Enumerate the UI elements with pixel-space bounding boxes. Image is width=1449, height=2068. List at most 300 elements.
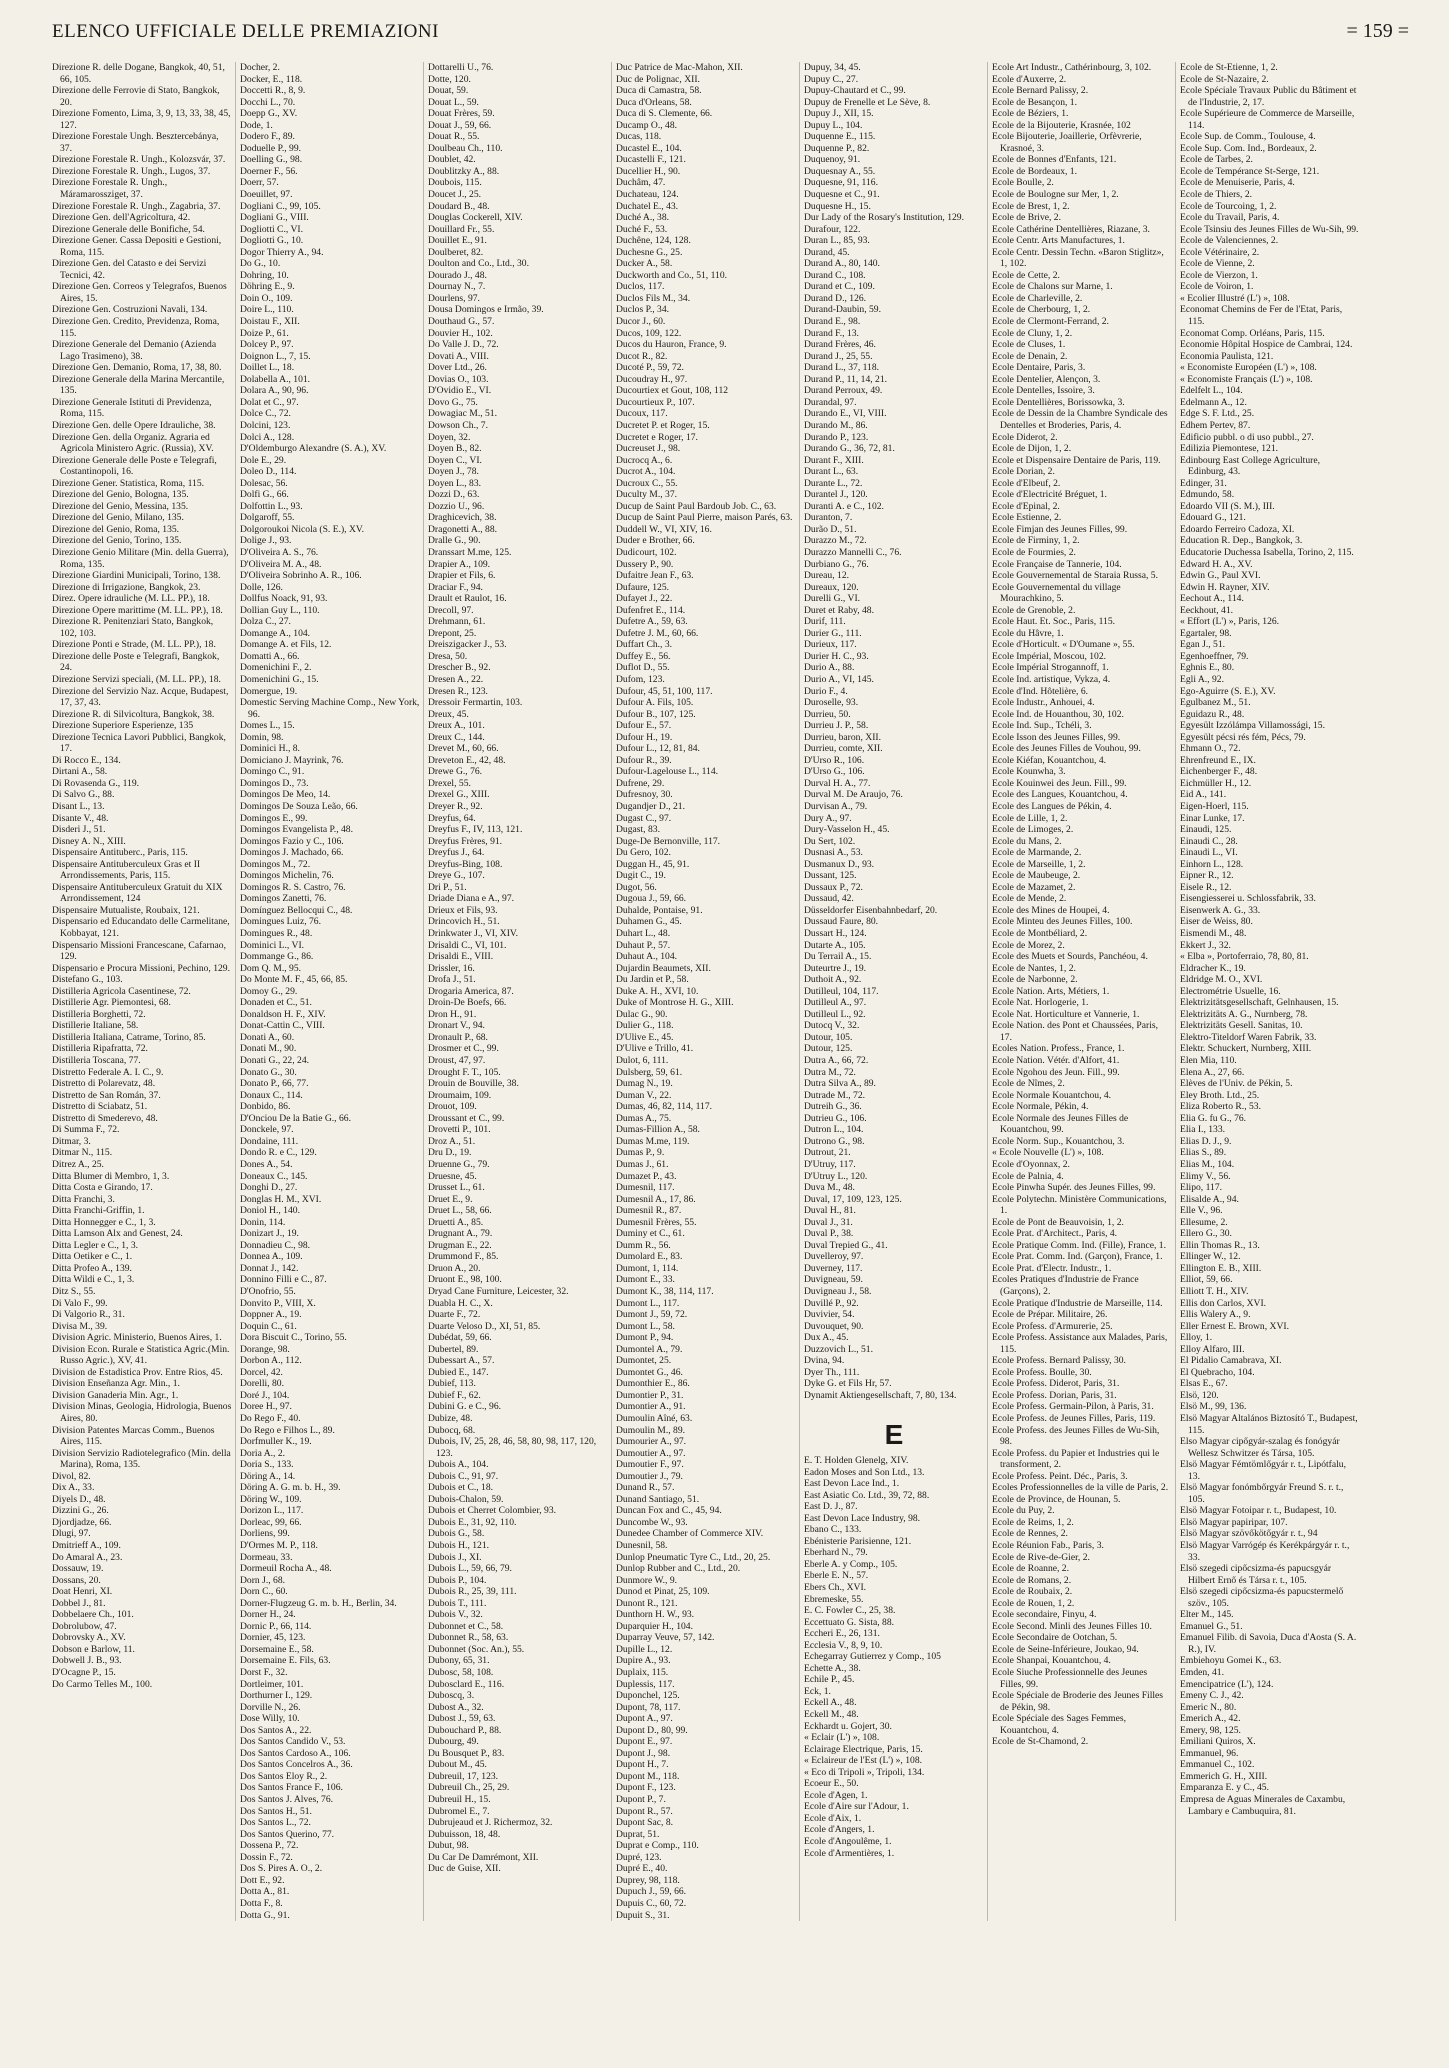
- index-entry: Dumas-Fillion A., 58.: [616, 1124, 700, 1136]
- index-entry: Division Enseñanza Agr. Min., 1.: [52, 1378, 180, 1390]
- index-entry: Ecclesia V., 8, 9, 10.: [804, 1639, 883, 1651]
- index-entry: Dones A., 54.: [240, 1158, 293, 1170]
- index-entry: Ecole de Reims, 1, 2.: [992, 1516, 1074, 1528]
- index-entry: Dumontier A., 91.: [616, 1401, 686, 1413]
- index-entry: Ecole de Tempérance St-Serge, 121.: [1180, 165, 1320, 177]
- index-entry: Ecole Polytechn. Ministère Communications, 1.: [992, 1193, 1167, 1217]
- index-entry: Duret et Raby, 48.: [804, 604, 874, 616]
- index-entry: Empresa de Aguas Minerales de Caxambu, Lambary e Cambuquira, 81.: [1180, 1794, 1346, 1817]
- index-entry: Ecole de Fourmies, 2.: [992, 546, 1076, 558]
- index-entry: Ecole Sup. de Comm., Toulouse, 4.: [1180, 131, 1316, 143]
- index-entry: Dolle, 126.: [240, 581, 283, 593]
- index-entry: Drecoll, 97.: [428, 604, 474, 616]
- index-entry: Ecole Réunion Fab., Paris, 3.: [992, 1540, 1104, 1551]
- index-entry: Doelling G., 98.: [240, 154, 303, 166]
- index-entry: Ecole Minteu des Jeunes Filles, 100.: [992, 916, 1133, 928]
- index-entry: Emparanza E. y C., 45.: [1180, 1782, 1269, 1794]
- index-entry: Ducup de Saint Paul Bardoub Job. C., 63.: [616, 500, 777, 512]
- index-entry: Dolgaroff, 55.: [240, 512, 295, 524]
- index-entry: Ecole de Nîmes, 2.: [992, 1078, 1065, 1090]
- index-entry: Dubromel E., 7.: [428, 1805, 490, 1817]
- index-entry: Ecole Haut. Et. Soc., Paris, 115.: [992, 616, 1116, 628]
- index-entry: Dubois L., 59, 66, 79.: [428, 1563, 512, 1575]
- index-entry: Dupuy C., 27.: [804, 73, 859, 85]
- index-entry: Dubrujeaud et J. Richermoz, 32.: [428, 1817, 553, 1829]
- index-entry: Ecole de Rive-de-Gier, 2.: [992, 1551, 1090, 1563]
- index-entry: Dubonnet et C., 58.: [428, 1620, 504, 1632]
- index-entry: Ditta Lamson Alx and Genest, 24.: [52, 1228, 183, 1240]
- index-entry: Ecole de Maubeuge, 2.: [992, 870, 1081, 882]
- index-entry: Distretto Federale A. I. C., 9.: [52, 1066, 164, 1078]
- index-entry: Dispensario ed Educandato delle Carmelitane, Kobbayat, 121.: [52, 916, 230, 940]
- index-entry: Domingos J. Machado, 66.: [240, 847, 344, 859]
- index-entry: Dubois H., 121.: [428, 1540, 490, 1551]
- index-entry: Dufresnoy, 30.: [616, 789, 673, 801]
- index-entry: Ecole de St-Nazaire, 2.: [1180, 73, 1269, 85]
- index-entry: Driade Diana e A., 97.: [428, 893, 515, 905]
- index-entry: Ecole Isson des Jeunes Filles, 99.: [992, 731, 1121, 743]
- index-entry: Durão D., 51.: [804, 523, 857, 535]
- index-entry: Donati G., 22, 24.: [240, 1055, 310, 1067]
- index-entry: Doistau F., XII.: [240, 316, 300, 328]
- page-number: = 159 =: [1346, 20, 1409, 42]
- index-entry: Echile P., 45.: [804, 1674, 855, 1686]
- index-entry: Dumoutier A., 97.: [616, 1447, 686, 1459]
- index-entry: Do G., 10.: [240, 258, 281, 270]
- index-entry: Durier H. C., 93.: [804, 650, 869, 662]
- index-entry: Dugast C., 97.: [616, 812, 672, 824]
- index-entry: Ducastel E., 104.: [616, 142, 682, 154]
- index-entry: Dondo R. e C., 129.: [240, 1147, 317, 1159]
- index-entry: Drogaria America, 87.: [428, 985, 514, 997]
- index-entry: Ecole Ngohou des Jeun. Fill., 99.: [992, 1066, 1120, 1078]
- index-entry: Direzione delle Ferrovie di Stato, Bangkok, 20.: [52, 85, 220, 108]
- index-entry: Ecole Ind. artistique, Vykza, 4.: [992, 673, 1111, 685]
- index-entry: Dose Willy, 10.: [240, 1713, 300, 1725]
- index-entry: Division de Estadistica Prov. Entre Rios, 45.: [52, 1366, 223, 1378]
- index-entry: Ditta Franchi, 3.: [52, 1193, 115, 1205]
- index-entry: Domes L., 15.: [240, 720, 295, 732]
- index-entry: Doerner F., 56.: [240, 165, 298, 177]
- index-entry: Dossauw, 19.: [52, 1563, 104, 1575]
- index-entry: Ecole de Seine-Inférieure, Joukao, 94.: [992, 1643, 1139, 1655]
- index-entry: Duckworth and Co., 51, 110.: [616, 269, 728, 281]
- index-entry: Dyke G. et Fils Hr, 57.: [804, 1378, 892, 1390]
- index-entry: Dossena P., 72.: [240, 1840, 299, 1852]
- index-entry: Eldridge M. O., XVI.: [1180, 974, 1263, 986]
- index-entry: Dos Santos Candido V., 53.: [240, 1736, 346, 1748]
- index-entry: Di Valgorio R., 31.: [52, 1309, 125, 1321]
- index-entry: Donati M., 90.: [240, 1043, 297, 1055]
- index-entry: Ecole Profess. Dorian, Paris, 31.: [992, 1389, 1117, 1401]
- index-entry: Ecole Estienne, 2.: [992, 512, 1062, 524]
- index-entry: Dotta F., 8.: [240, 1897, 283, 1909]
- index-entry: East Asiatic Co. Ltd., 39, 72, 88.: [804, 1489, 930, 1501]
- index-entry: Disderi J., 51.: [52, 824, 106, 836]
- index-entry: Dronault P., 68.: [428, 1031, 488, 1043]
- index-entry: Drummond F., 85.: [428, 1251, 499, 1263]
- index-entry: Dohring, 10.: [240, 269, 289, 281]
- index-entry: Ecole Prat. d'Electr. Industr., 1.: [992, 1262, 1112, 1274]
- index-entry: Edoardo Ferreiro Cadoza, XI.: [1180, 523, 1295, 535]
- index-entry: Dispensaire Antituberculeux Gratuit du XIX Arrondissement, 124: [52, 881, 223, 905]
- index-entry: Doquin C., 61.: [240, 1320, 297, 1332]
- index-entry: Dri P., 51.: [428, 881, 467, 893]
- index-entry: Durand Perroux, 49.: [804, 385, 883, 397]
- index-entry: Durant F., XIII.: [804, 454, 864, 466]
- index-entry: Egenhoeffner, 79.: [1180, 650, 1249, 662]
- index-entry: Ecole Nat. Horticulture et Vannerie, 1.: [992, 1008, 1140, 1020]
- index-entry: Ecole du Mans, 2.: [992, 835, 1062, 847]
- index-entry: Eberle A. y Comp., 105.: [804, 1558, 898, 1570]
- index-entry: Dumourier A., 97.: [616, 1436, 687, 1448]
- index-entry: Domange A. et Fils, 12.: [240, 639, 332, 651]
- index-entry: D'Utruy L., 120.: [804, 1170, 868, 1182]
- index-entry: Ecole de Cette, 2.: [992, 269, 1060, 281]
- index-entry: Ecole Ind. Sup., Tchéli, 3.: [992, 720, 1092, 732]
- index-entry: Dupont M., 118.: [616, 1770, 680, 1782]
- index-entry: Duprat e Comp., 110.: [616, 1840, 699, 1852]
- index-entry: Duquenoy, 91.: [804, 154, 861, 166]
- index-entry: Ecole Bijouterie, Joaillerie, Orfèvrerie, Krasnoé, 3.: [992, 131, 1142, 154]
- index-entry: Drought F. T., 105.: [428, 1066, 501, 1078]
- index-entry: Domingues Luiz, 76.: [240, 916, 322, 928]
- index-entry: Ducup de Saint Paul Pierre, maison Parés, 63.: [616, 512, 793, 524]
- index-entry: Donati A., 60.: [240, 1031, 295, 1043]
- index-entry: Elsö M., 99, 136.: [1180, 1401, 1247, 1413]
- index-entry: Duder e Brother, 66.: [616, 535, 695, 547]
- index-entry: Dorsemaine E. Fils, 63.: [240, 1655, 331, 1667]
- index-entry: Ecole de Morez, 2.: [992, 939, 1065, 951]
- index-entry: Ecole de Grenoble, 2.: [992, 604, 1076, 616]
- index-entry: Ecole de Brest, 1, 2.: [992, 200, 1070, 212]
- index-entry: Ecole Normale des Jeunes Filles de Kouantchou, 99.: [992, 1112, 1129, 1136]
- index-entry: Drescher B., 92.: [428, 662, 491, 674]
- index-entry: Duchateau, 124.: [616, 189, 679, 201]
- index-entry: Direzione del Genio, Milano, 135.: [52, 512, 184, 524]
- index-entry: Eisenwerk A. G., 33.: [1180, 904, 1261, 916]
- index-entry: Edge S. F. Ltd., 25.: [1180, 408, 1255, 420]
- index-entry: Direzione R. delle Dogane, Bangkok, 40, 51, 66, 105.: [52, 62, 225, 85]
- index-entry: Ecole Supérieure de Commerce de Marseille, 114.: [1180, 108, 1355, 131]
- index-entry: Duquenne E., 115.: [804, 131, 876, 143]
- index-entry: Dubize, 48.: [428, 1412, 473, 1424]
- index-entry: Durant L., 63.: [804, 466, 859, 478]
- index-entry: Donin, 114.: [240, 1216, 286, 1228]
- index-entry: Ecole de Brive, 2.: [992, 212, 1061, 224]
- index-entry: Donglas H. M., XVI.: [240, 1193, 322, 1205]
- index-entry: Durio F., 4.: [804, 685, 848, 697]
- index-entry: Dubois C., 91, 97.: [428, 1470, 499, 1482]
- index-entry: Dovati A., VIII.: [428, 350, 489, 362]
- index-entry: Ecole de Mazamet, 2.: [992, 881, 1076, 893]
- index-entry: Elektrizitäts Gesell. Sanitas, 10.: [1180, 1020, 1303, 1032]
- index-entry: Elektr. Schuckert, Nurnberg, XIII.: [1180, 1043, 1312, 1055]
- index-entry: Dumoutier F., 97.: [616, 1459, 684, 1471]
- index-entry: Di Valo F., 99.: [52, 1297, 108, 1309]
- index-entry: Doulbeau Ch., 110.: [428, 142, 503, 154]
- index-entry: Dupuy J., XII, 15.: [804, 108, 874, 120]
- index-entry: Du Terrail A., 15.: [804, 951, 872, 963]
- index-entry: Dondaine, 111.: [240, 1135, 299, 1147]
- index-entry: Direzione Gen. Credito, Previdenza, Roma, 115.: [52, 316, 220, 339]
- index-entry: Dubout M., 45.: [428, 1759, 487, 1771]
- index-entry: Doyen J., 78.: [428, 466, 479, 478]
- index-entry: Elso Magyar cipőgyár-szalag és fonógyár Wellesz Schwitzer és Társa, 105.: [1180, 1436, 1340, 1459]
- index-entry: Dutrade M., 72.: [804, 1089, 866, 1101]
- index-entry: Duval, 17, 109, 123, 125.: [804, 1193, 902, 1205]
- index-entry: Dowagiac M., 51.: [428, 408, 498, 420]
- index-entry: Ecole de Charleville, 2.: [992, 292, 1083, 304]
- index-entry: Dos Santos France F., 106.: [240, 1782, 343, 1794]
- index-entry: Direzione del Servizio Naz. Acque, Budapest, 17, 37, 43.: [52, 685, 229, 709]
- index-entry: Dureaux, 120.: [804, 581, 859, 593]
- index-entry: Dufaure, 125.: [616, 581, 670, 593]
- index-entry: Dubois P., 104.: [428, 1574, 487, 1586]
- section-letter: E: [884, 1419, 904, 1451]
- index-entry: D'Ulive E., 45.: [616, 1031, 674, 1043]
- index-entry: Duclos P., 34.: [616, 304, 670, 316]
- index-entry: Elsö Magyar Fémtömlőgyár r. t., Lipótfalu, 13.: [1180, 1459, 1346, 1482]
- index-columns: [52, 62, 1409, 1921]
- index-entry: Duchâm, 47.: [616, 177, 666, 189]
- index-entry: Direzione Gen. Correos y Telegrafos, Buenos Aires, 15.: [52, 281, 227, 304]
- index-entry: Dispensario Missioni Francescane, Cafarnao, 129.: [52, 939, 226, 963]
- index-entry: Dolabella A., 101.: [240, 373, 311, 385]
- index-entry: Dumont E., 33.: [616, 1274, 675, 1286]
- index-entry: Ecole Dorian, 2.: [992, 466, 1055, 478]
- index-entry: Dunand R., 57.: [616, 1482, 675, 1494]
- index-entry: Durelli G., VI.: [804, 593, 861, 605]
- index-entry: Dulac G., 90.: [616, 1008, 668, 1020]
- index-entry: Donaldson H. F., XIV.: [240, 1008, 326, 1020]
- index-entry: Dutra A., 66, 72.: [804, 1055, 869, 1067]
- index-entry: Duca di S. Clemente, 66.: [616, 108, 713, 120]
- index-entry: Ecole Industr., Anhouei, 4.: [992, 697, 1095, 709]
- index-entry: Disante V., 48.: [52, 812, 109, 824]
- index-entry: Dru D., 19.: [428, 1147, 472, 1159]
- index-entry: Durrieu, comte, XII.: [804, 743, 883, 755]
- index-entry: Docker, E., 118.: [240, 73, 303, 85]
- index-entry: « Eco di Tripoli », Tripoli, 134.: [804, 1766, 925, 1778]
- index-entry: Dutra Silva A., 89.: [804, 1078, 876, 1090]
- index-entry: Durval H. A., 77.: [804, 777, 871, 789]
- index-entry: Duhaut A., 104.: [616, 951, 678, 963]
- index-entry: Di Rocco E., 134.: [52, 754, 121, 766]
- index-entry: Direzione Gen. Demanio, Roma, 17, 38, 80.: [52, 362, 222, 374]
- index-entry: Do Rego e Filhos L., 89.: [240, 1424, 335, 1436]
- index-entry: Emanuel Filib. di Savoia, Duca d'Aosta (S. A. R.), IV.: [1180, 1632, 1357, 1655]
- index-entry: Duquenne P., 82.: [804, 142, 870, 154]
- index-entry: Du Gero, 102.: [616, 847, 671, 859]
- index-entry: Direzione Generale delle Bonifiche, 54.: [52, 223, 205, 235]
- index-entry: Domingos M., 72.: [240, 858, 311, 870]
- index-entry: Dressoir Fermartin, 103.: [428, 697, 523, 709]
- index-entry: Durier G., 111.: [804, 627, 862, 639]
- index-entry: Ecole de Roubaix, 2.: [992, 1586, 1073, 1598]
- index-entry: Ecole de Province, de Hounan, 5.: [992, 1493, 1121, 1505]
- index-entry: Dutra M., 72.: [804, 1066, 856, 1078]
- index-entry: Duffey E., 56.: [616, 650, 671, 662]
- index-entry: Dufetre J. M., 60, 66.: [616, 627, 699, 639]
- index-entry: Domoy G., 29.: [240, 985, 298, 997]
- index-entry: « Elba », Portoferraio, 78, 80, 81.: [1180, 951, 1309, 963]
- index-entry: Duge-De Bernonville, 117.: [616, 835, 721, 847]
- index-entry: Donaux C., 114.: [240, 1089, 303, 1101]
- index-entry: Donghi D., 27.: [240, 1182, 298, 1194]
- index-entry: Dormeuil Rocha A., 48.: [240, 1563, 332, 1575]
- index-entry: Dumas P., 9.: [616, 1147, 665, 1159]
- index-entry: Ducos, 109, 122.: [616, 327, 682, 339]
- index-entry: Ecole du Puy, 2.: [992, 1505, 1055, 1517]
- index-entry: Doubois, 115.: [428, 177, 482, 189]
- index-entry: Dousa Domingos e Irmão, 39.: [428, 304, 544, 316]
- index-entry: Direzione Ponti e Strade, (M. LL. PP.), 18.: [52, 639, 216, 651]
- index-entry: Draciar F., 94.: [428, 581, 483, 593]
- index-entry: Ecole de Dessin de la Chambre Syndicale des Dentelles et Broderies, Paris, 4.: [992, 408, 1168, 431]
- index-entry: Dode, 1.: [240, 119, 273, 131]
- index-entry: Dreyer R., 92.: [428, 801, 483, 812]
- index-entry: Doppner A., 19.: [240, 1309, 302, 1321]
- index-entry: Duval Trepied G., 41.: [804, 1239, 888, 1251]
- index-entry: Dutreih G., 36.: [804, 1101, 862, 1113]
- index-entry: Distretto di Sciabatz, 51.: [52, 1101, 148, 1113]
- index-entry: Ecole de Clermont-Ferrand, 2.: [992, 316, 1109, 328]
- index-entry: Dunmore W., 9.: [616, 1574, 678, 1586]
- index-entry: Ecole Pratique d'Industrie de Marseille, 114.: [992, 1297, 1163, 1309]
- index-entry: Ducrocq A., 6.: [616, 454, 673, 466]
- index-entry: Duflot D., 55.: [616, 662, 670, 674]
- index-entry: Dos Santos H., 51.: [240, 1805, 312, 1817]
- index-entry: Douillard Fr., 55.: [428, 223, 495, 235]
- index-entry: Ecole de Marseille, 1, 2.: [992, 858, 1086, 870]
- index-entry: Elen Mia, 110.: [1180, 1055, 1237, 1067]
- index-entry: Ducas, 118.: [616, 131, 662, 143]
- index-entry: Dubois J., XI.: [428, 1551, 482, 1563]
- index-entry: Dubédat, 59, 66.: [428, 1332, 492, 1344]
- index-entry: Dupuis C., 60, 72.: [616, 1897, 687, 1909]
- index-entry: Direzione Forestale R. Ungh., Lugos, 37.: [52, 165, 211, 177]
- index-entry: Ecole de Tourcoing, 1, 2.: [1180, 200, 1277, 212]
- index-entry: D'Ovidio E., VI.: [428, 385, 492, 397]
- index-column: [1180, 62, 1363, 1921]
- index-entry: Dobbel J., 81.: [52, 1597, 106, 1609]
- index-entry: Dumont J., 59, 72.: [616, 1309, 688, 1321]
- index-entry: Duteurtre J., 19.: [804, 962, 867, 974]
- index-entry: Dumont L., 58.: [616, 1320, 675, 1332]
- index-entry: Einar Lunke, 17.: [1180, 812, 1245, 824]
- index-entry: Durieux, 117.: [804, 639, 857, 651]
- index-entry: Dulot, 6, 111.: [616, 1055, 669, 1067]
- index-entry: Douthaud G., 57.: [428, 316, 495, 328]
- index-entry: Dott E., 92.: [240, 1874, 285, 1886]
- index-entry: Duponchel, 125.: [616, 1690, 680, 1702]
- index-entry: Ecole de Cherbourg, 1, 2.: [992, 304, 1091, 316]
- index-entry: Dorbon A., 112.: [240, 1355, 302, 1367]
- index-entry: Direzione Gener. Statistica, Roma, 115.: [52, 477, 205, 489]
- index-entry: Dotta G., 91.: [240, 1909, 290, 1921]
- index-entry: Dornic P., 66, 114.: [240, 1620, 312, 1632]
- index-entry: Ecole de Cluny, 1, 2.: [992, 327, 1073, 339]
- index-entry: Dolgoroukoi Nicola (S. E.), XV.: [240, 523, 364, 535]
- index-entry: Elia I., 133.: [1180, 1124, 1226, 1136]
- index-entry: Dottarelli U., 76.: [428, 62, 494, 73]
- index-entry: Ducroux C., 55.: [616, 477, 678, 489]
- index-entry: Droust, 47, 97.: [428, 1055, 486, 1067]
- index-entry: Dufour B., 107, 125.: [616, 708, 696, 720]
- index-entry: Dos S. Pires A. O., 2.: [240, 1863, 323, 1875]
- index-entry: Dispensario e Procura Missioni, Pechino, 129.: [52, 962, 230, 974]
- index-entry: Dubois, IV, 25, 28, 46, 58, 80, 98, 117, 120, 123.: [428, 1436, 597, 1459]
- index-entry: Edmundo, 58.: [1180, 489, 1235, 501]
- index-entry: Ecole Spéciale Travaux Public du Bâtiment et de l'Industrie, 2, 17.: [1180, 85, 1357, 108]
- index-entry: Ecole de Bonnes d'Enfants, 121.: [992, 154, 1117, 166]
- index-entry: Dubost J., 59, 63.: [428, 1713, 496, 1725]
- index-entry: Emmanuel, 96.: [1180, 1747, 1239, 1759]
- index-entry: Duval H., 81.: [804, 1205, 856, 1217]
- index-entry: Edinbourg East College Agriculture, Edinburg, 43.: [1180, 454, 1320, 478]
- index-entry: Emery, 98, 125.: [1180, 1724, 1241, 1736]
- index-entry: Edouard G., 121.: [1180, 512, 1246, 524]
- index-entry: Dogliotti C., VI.: [240, 223, 303, 235]
- index-entry: Dorange, 98.: [240, 1343, 290, 1355]
- index-entry: Doyen B., 82.: [428, 443, 482, 455]
- index-entry: Doniol H., 140.: [240, 1205, 300, 1217]
- index-entry: Donvito P., VIII, X.: [240, 1297, 316, 1309]
- index-entry: Dupré E., 40.: [616, 1863, 668, 1875]
- index-entry: Ducreuset J., 98.: [616, 443, 681, 455]
- index-entry: Di Salvo G., 88.: [52, 789, 115, 801]
- index-entry: Duvillé P., 92.: [804, 1297, 859, 1309]
- index-entry: Doin O., 109.: [240, 292, 293, 304]
- index-entry: Ecole de Menuiserie, Paris, 4.: [1180, 177, 1295, 189]
- index-entry: Dvina, 94.: [804, 1355, 845, 1367]
- index-entry: Ecole de Firminy, 1, 2.: [992, 535, 1080, 547]
- index-entry: D'Ocagne P., 15.: [52, 1667, 116, 1679]
- index-entry: Durante L., 72.: [804, 477, 863, 489]
- index-entry: Dunesnil, 58.: [616, 1540, 668, 1551]
- index-entry: Eiser de Weiss, 80.: [1180, 916, 1253, 928]
- index-entry: Ecole des Langues de Pékin, 4.: [992, 801, 1112, 812]
- index-entry: Dubouchard P., 88.: [428, 1724, 502, 1736]
- index-entry: Domin, 98.: [240, 731, 284, 743]
- index-entry: Edhem Pertev, 87.: [1180, 419, 1251, 431]
- index-entry: Eliza Roberto R., 53.: [1180, 1101, 1261, 1113]
- index-entry: Ecole Profess. de Jeunes Filles, Paris, 119.: [992, 1412, 1156, 1424]
- index-entry: Ellero G., 30.: [1180, 1228, 1232, 1240]
- index-entry: Dolce C., 72.: [240, 408, 291, 420]
- index-entry: Ecole Française de Tannerie, 104.: [992, 558, 1122, 570]
- index-entry: Dujardin Beaumets, XII.: [616, 962, 711, 974]
- index-entry: Ellis don Carlos, XVI.: [1180, 1297, 1267, 1309]
- index-entry: Donato G., 30.: [240, 1066, 297, 1078]
- index-entry: Ecole Profess. Boulle, 30.: [992, 1366, 1092, 1378]
- index-entry: Durrieu J. P., 58.: [804, 720, 869, 732]
- index-entry: D'Ulive e Trillo, 41.: [616, 1043, 694, 1055]
- index-entry: Economat Chemins de Fer de l'Etat, Paris, 115.: [1180, 304, 1343, 328]
- index-entry: Dommange G., 86.: [240, 951, 314, 963]
- index-entry: Ditta Profeo A., 139.: [52, 1262, 132, 1274]
- index-entry: Edwin H. Rayner, XIV.: [1180, 581, 1270, 593]
- index-entry: Ecole Profess. Bernard Palissy, 30.: [992, 1355, 1126, 1367]
- index-entry: Ecole Boulle, 2.: [992, 177, 1054, 189]
- index-column: [616, 62, 800, 1921]
- index-entry: Ecole Gouvernemental de Staraia Russa, 5.: [992, 570, 1158, 582]
- index-entry: Dreyfus, 64.: [428, 812, 476, 824]
- index-entry: Division Agric. Ministerio, Buenos Aires, 1.: [52, 1332, 222, 1344]
- index-entry: Emeric N., 80.: [1180, 1701, 1237, 1713]
- index-entry: Duplaix, 115.: [616, 1667, 669, 1679]
